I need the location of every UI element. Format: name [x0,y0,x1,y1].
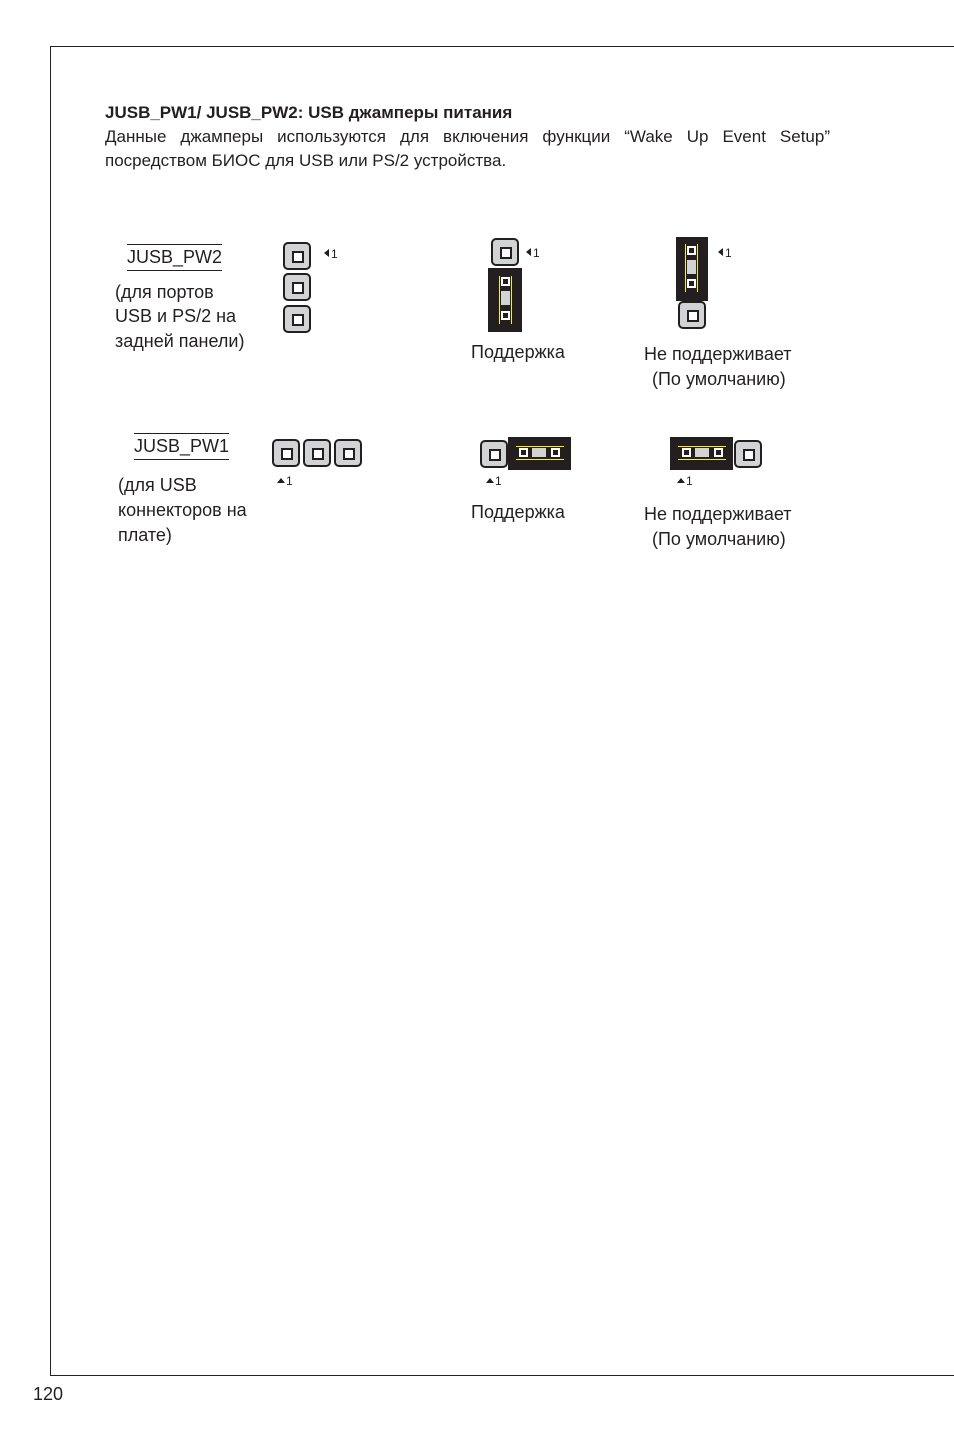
jusb-pw2-nosupport-pin1-marker: 1 [718,247,732,259]
page-frame-bottom [50,1375,954,1376]
jusb-pw2-support-pin1-marker: 1 [526,247,540,259]
jusb-pw2-sub-line3: задней панели) [115,331,245,351]
jusb-pw1-label: JUSB_PW1 [134,433,229,460]
jusb-pw2-sub-line1: (для портов [115,282,214,302]
section-description: Данные джамперы используются для включения функции “Wake Up Event Setup” посредством БИОС для USB или PS/2 устройства. [105,127,830,170]
jusb-pw2-nosupport-pin-3 [678,301,706,329]
page-number: 120 [33,1384,64,1404]
jusb-pw1-nosupport-pin1-marker: 1 [677,475,693,487]
jusb-pw1-sub-line2: коннекторов на [118,500,247,520]
jusb-pw2-pin-2 [283,273,311,301]
jusb-pw1-nosupport-pin-3 [734,440,762,468]
jusb-pw1-support-caption: Поддержка [471,502,565,522]
jusb-pw2-nosupport-caption-line2: (По умолчанию) [652,369,786,389]
jusb-pw1-support-pin1-marker: 1 [486,475,502,487]
pin1-arrow-icon [677,478,685,483]
jusb-pw2-label: JUSB_PW2 [127,244,222,271]
jusb-pw2-pin-3 [283,305,311,333]
pin1-arrow-icon [324,249,329,257]
jusb-pw2-support-caption: Поддержка [471,342,565,362]
jusb-pw2-pin1-marker: 1 [324,248,338,260]
jusb-pw1-support-pin-1 [480,440,508,468]
jusb-pw1-sub-line3: плате) [118,525,172,545]
page-frame-left [50,46,51,1375]
page-frame-top [50,46,954,47]
jusb-pw1-pin-3 [334,439,362,467]
jusb-pw1-pin1-marker: 1 [277,475,293,487]
jusb-pw2-sub-line2: USB и PS/2 на [115,306,237,326]
jusb-pw2-nosupport-caption-line1: Не поддерживает [644,344,792,364]
pin1-arrow-icon [486,478,494,483]
section-title: JUSB_PW1/ JUSB_PW2: USB джамперы питания [105,103,513,122]
pin1-arrow-icon [277,478,285,483]
jusb-pw1-pin-1 [272,439,300,467]
jusb-pw1-sub-line1: (для USB [118,475,197,495]
jusb-pw1-nosupport-caption-line2: (По умолчанию) [652,529,786,549]
jusb-pw2-support-pin-1 [491,238,519,266]
pin1-arrow-icon [718,248,723,256]
jusb-pw1-nosupport-caption-line1: Не поддерживает [644,504,792,524]
pin1-arrow-icon [526,248,531,256]
jusb-pw2-pin-1 [283,242,311,270]
jusb-pw1-pin-2 [303,439,331,467]
